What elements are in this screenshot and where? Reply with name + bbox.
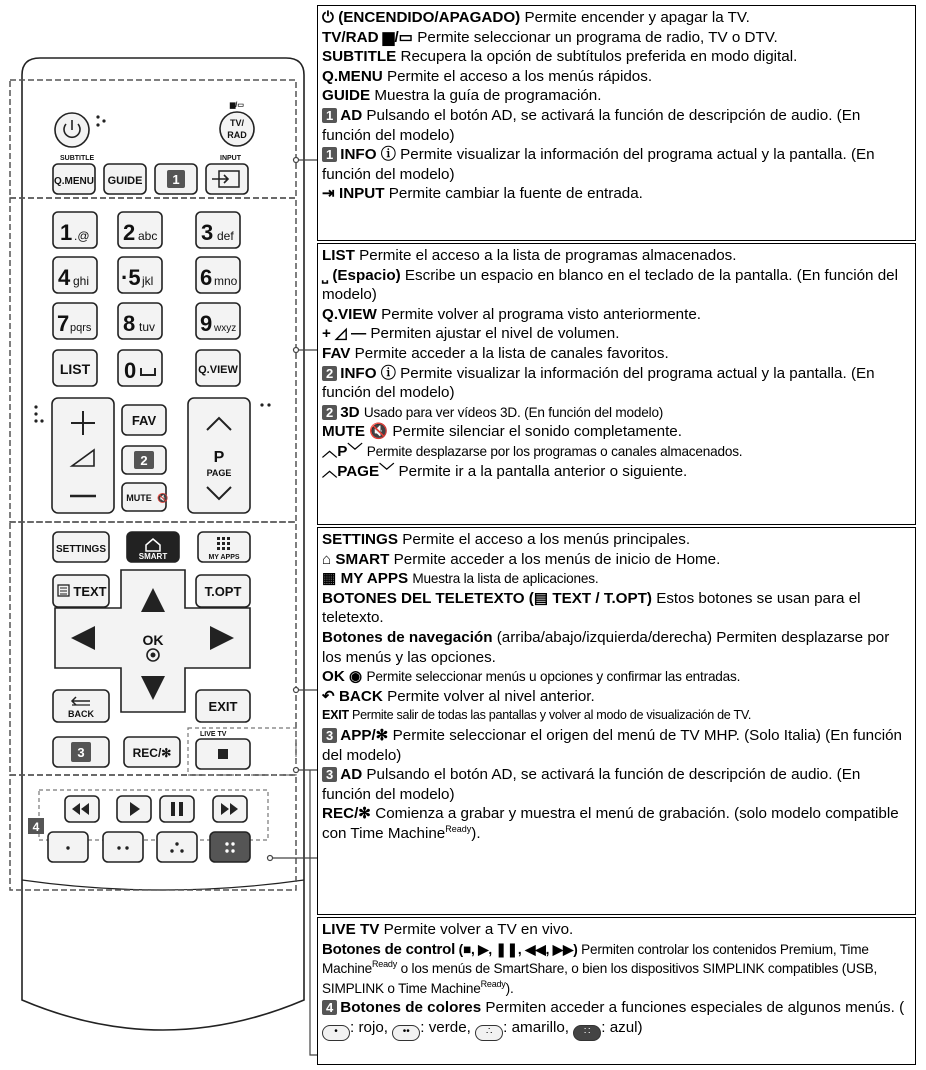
svg-text:SMART: SMART [138, 552, 168, 561]
myapps-button[interactable] [198, 532, 250, 562]
svg-text:TEXT: TEXT [73, 584, 107, 599]
red-dot-icon: • [322, 1025, 350, 1041]
svg-text:1: 1 [60, 220, 73, 245]
tvrad-button[interactable] [220, 112, 254, 146]
svg-text:4: 4 [32, 820, 40, 834]
rewind-button[interactable] [65, 796, 99, 822]
svg-text:SETTINGS: SETTINGS [55, 544, 107, 555]
svg-text:🔇: 🔇 [157, 493, 169, 503]
svg-text:mno: mno [214, 274, 238, 288]
livetv-caption: LIVE TV [200, 731, 227, 738]
key-0[interactable] [118, 350, 162, 386]
guide-button[interactable] [104, 164, 146, 194]
power-icon: ⏻ [322, 9, 339, 26]
settings-button[interactable] [53, 532, 109, 562]
topt-button[interactable] [196, 575, 250, 607]
qmenu-button[interactable] [53, 164, 95, 194]
play-button[interactable] [117, 796, 151, 822]
ad-1-button[interactable] [155, 164, 197, 194]
key-8[interactable] [118, 303, 162, 339]
svg-text:FAV: FAV [131, 413, 157, 428]
back-icon: ↶ [322, 687, 335, 705]
svg-text:·5: ·5 [121, 265, 141, 290]
svg-text:3: 3 [77, 745, 85, 760]
blue-dots-icon: ∷ [573, 1025, 601, 1041]
apps-grid-icon: ▦ [322, 570, 337, 588]
smart-button[interactable] [127, 532, 179, 562]
key-7[interactable] [53, 303, 97, 339]
blue-button[interactable] [210, 832, 250, 862]
svg-text:T.OPT: T.OPT [204, 584, 242, 599]
svg-text:abc: abc [138, 229, 158, 243]
input-caption: INPUT [220, 155, 241, 162]
red-button[interactable] [48, 832, 88, 862]
svg-text:ghi: ghi [73, 274, 90, 288]
yellow-dots-icon: ∴ [475, 1025, 503, 1041]
section-settings-nav: SETTINGS Permite el acceso a los menús principales. ⌂ SMART Permite acceder a los menús de inicio de Home. ▦ MY APPS Muestra la lista de aplicaciones. BOTONES DEL TELETEXTO (▤ TEXT / T.OPT) Estos botones se usan para el teletexto. Botones de navegación (arriba/abajo/izquierda/derecha) Permiten desplazarse por los menús y las opciones. OK ◉ Permite seleccionar menús u opciones y confirmar las entradas. ↶ BACK Permite volver al nivel anterior. EXIT Permite salir de todas las pantallas y volver al modo de visualización de TV. 3 APP/✻ Permite seleccionar el origen del menú de TV MHP. (Solo Italia) (En función del modelo) 3 AD Pulsando el botón AD, se activará la función de descripción de audio. (En función del modelo) REC/✻ Comienza a grabar y muestra el menú de grabación. (solo modelo compatible con Time Machine$^{Ready}$). [317, 527, 916, 915]
svg-text:tuv: tuv [139, 320, 156, 334]
svg-text:OK: OK [142, 632, 164, 648]
svg-text:2: 2 [140, 453, 148, 468]
home-icon: ⌂ [322, 550, 332, 568]
svg-text:TV/: TV/ [229, 118, 245, 128]
svg-text:def: def [217, 229, 234, 243]
list-button[interactable] [53, 350, 97, 386]
svg-text:PAGE: PAGE [206, 468, 232, 478]
yellow-button[interactable] [157, 832, 197, 862]
svg-text:8: 8 [123, 311, 136, 336]
app-3-button[interactable] [53, 737, 109, 767]
green-dots-icon: •• [392, 1025, 420, 1041]
svg-text:Q.MENU: Q.MENU [54, 176, 94, 187]
key-3[interactable] [196, 212, 240, 248]
svg-text:4: 4 [58, 265, 71, 290]
svg-text:P: P [213, 449, 225, 466]
power-button[interactable] [55, 113, 89, 147]
space-icon: ⎵ [322, 266, 329, 284]
svg-text:GUIDE: GUIDE [107, 175, 143, 187]
key-9[interactable] [196, 303, 240, 339]
svg-text:LIST: LIST [59, 361, 91, 377]
key-2[interactable] [118, 212, 162, 248]
svg-text:RAD: RAD [227, 130, 247, 140]
svg-text:MUTE: MUTE [126, 493, 152, 503]
volume-rocker[interactable] [52, 398, 114, 513]
svg-text:0: 0 [124, 358, 137, 383]
section-power-input: ⏻ (ENCENDIDO/APAGADO) Permite encender y apagar la TV. TV/RAD ▆/▭ Permite seleccionar un programa de radio, TV o DTV. SUBTITLE Recupera la opción de subtítulos preferida en modo digital. Q.MENU Permite el acceso a los menús rápidos. GUIDE Muestra la guía de programación. 1 AD Pulsando el botón AD, se activará la función de descripción de audio. (En función del modelo) 1 INFO ⓘ Permite visualizar la información del programa actual y la pantalla. (En función del modelo) ⇥ INPUT Permite cambiar la fuente de entrada. [317, 5, 916, 241]
3d-icon: 3D [340, 403, 360, 421]
ok-icon: ◉ [349, 668, 363, 686]
program-page-rocker[interactable] [188, 398, 250, 513]
key-6[interactable] [196, 257, 240, 293]
svg-text:jkl: jkl [142, 274, 154, 288]
svg-text:▆/▭: ▆/▭ [230, 102, 244, 109]
svg-text:REC/✻: REC/✻ [132, 746, 172, 760]
svg-text:wxyz: wxyz [214, 323, 237, 334]
mute-icon: 🔇 [369, 423, 389, 441]
tvrad-icon: ▆/▭ [382, 28, 414, 46]
svg-text:6: 6 [200, 265, 213, 290]
input-icon: ⇥ [322, 185, 335, 203]
remote-illustration [0, 0, 330, 1070]
svg-text:9: 9 [200, 311, 213, 336]
key-1[interactable] [53, 212, 97, 248]
key-5[interactable] [118, 257, 162, 293]
qview-button[interactable] [196, 350, 240, 386]
svg-text:MY APPS: MY APPS [208, 554, 240, 561]
section-playback-colors: LIVE TV Permite volver a TV en vivo. Botones de control (■, ▶, ❚❚, ◀◀, ▶▶) Permiten controlar los contenidos Premium, Time Machine$^{Ready}$ o los menús de SmartShare, o bien los dispositivos SIMPLINK compatibles (USB, SIMPLINK o Time Machine$^{Ready}$). 4 Botones de colores Permiten acceder a funciones especiales de algunos menús. ( • : rojo, •• : verde, ∴ : amarillo, ∷ : azul) [317, 917, 916, 1065]
volume-icon: + ◿ — [322, 325, 367, 343]
text-button[interactable] [53, 575, 109, 607]
exit-button[interactable] [196, 690, 250, 722]
svg-text:2: 2 [123, 220, 136, 245]
teletext-icon: ▤ [533, 589, 553, 607]
svg-text:7: 7 [57, 311, 70, 336]
fastforward-button[interactable] [213, 796, 247, 822]
key-4[interactable] [53, 257, 97, 293]
svg-text:3: 3 [201, 220, 214, 245]
green-button[interactable] [103, 832, 143, 862]
fav-button[interactable] [122, 405, 166, 435]
svg-text:.@: .@ [74, 229, 90, 243]
info-icon: ⓘ [380, 146, 396, 164]
info-2-button[interactable] [122, 446, 166, 474]
svg-text:1: 1 [172, 172, 180, 187]
livetv-button[interactable] [196, 739, 250, 769]
info-icon: ⓘ [380, 364, 396, 382]
svg-text:Q.VIEW: Q.VIEW [198, 364, 238, 376]
mute-button[interactable] [122, 483, 168, 511]
rec-button[interactable] [124, 737, 180, 767]
pause-button[interactable] [160, 796, 194, 822]
section-keypad: LIST Permite el acceso a la lista de programas almacenados. ⎵ (Espacio) Escribe un espacio en blanco en el teclado de la pantalla. (En función del modelo) Q.VIEW Permite volver al programa visto anteriormente. + ◿ — Permiten ajustar el nivel de volumen. FAV Permite acceder a la lista de canales favoritos. 2 INFO ⓘ Permite visualizar la información del programa actual y la pantalla. (En función del modelo) 2 3D Usado para ver vídeos 3D. (En función del modelo) MUTE 🔇 Permite silenciar el sonido completamente. ︿P﹀ Permite desplazarse por los programas o canales almacenados. ︿PAGE﹀ Permite ir a la pantalla anterior o siguiente. [317, 243, 916, 525]
subtitle-caption: SUBTITLE [60, 155, 95, 162]
svg-text:EXIT: EXIT [208, 699, 238, 714]
svg-text:pqrs: pqrs [70, 322, 92, 334]
input-button[interactable] [206, 164, 248, 194]
svg-text:BACK: BACK [68, 709, 94, 719]
back-button[interactable] [53, 690, 109, 722]
